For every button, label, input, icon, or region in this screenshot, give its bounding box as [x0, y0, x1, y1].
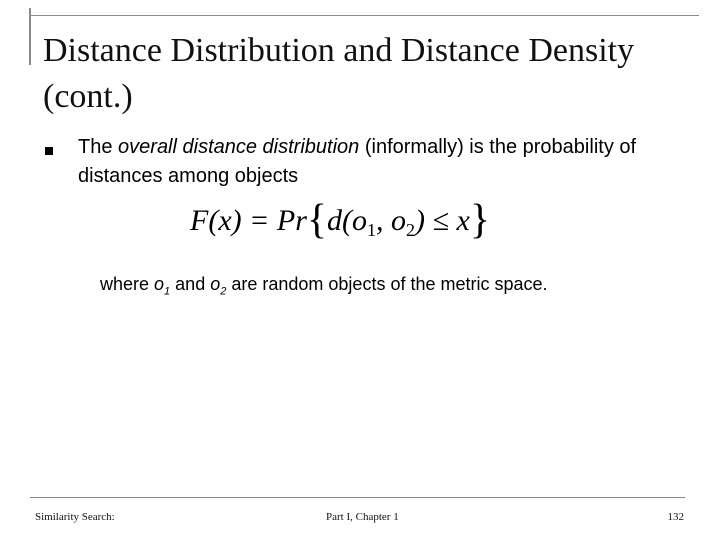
footer-chapter-text: Part I, Chapter 1	[326, 511, 399, 523]
formula-rhs: ) ≤ x	[415, 204, 470, 237]
where-o1-sub: 1	[164, 285, 171, 298]
square-bullet-icon	[45, 147, 53, 155]
where-o2-sub: 2	[220, 285, 227, 298]
where-o1: o	[154, 274, 165, 294]
where-part-1: where	[100, 274, 155, 294]
bullet-text-suffix: (informally) is the probability of distances among objects	[78, 136, 637, 187]
formula-d-open: d(o	[327, 204, 368, 237]
where-o2: o	[210, 274, 221, 294]
bullet-text	[78, 133, 678, 191]
formula-sub-2: 2	[406, 220, 416, 240]
title-top-rule	[29, 15, 699, 16]
footer-left-text: Similarity Search:	[35, 511, 115, 523]
formula-comma: , o	[376, 204, 407, 237]
bullet-text-prefix: The	[78, 136, 119, 158]
footer-page-number: 132	[667, 511, 684, 523]
bullet-text-emphasis: overall distance distribution	[118, 136, 360, 158]
where-part-2: and	[170, 274, 211, 294]
decorative-corner-vertical	[29, 8, 31, 65]
slide-title: Distance Distribution and Distance Density (cont.)	[43, 32, 635, 115]
formula-sub-1: 1	[367, 220, 377, 240]
where-part-3: are random objects of the metric space.	[226, 274, 548, 294]
footer-rule	[30, 497, 685, 498]
formula-close-brace: }	[469, 197, 490, 243]
formula-open-brace: {	[306, 197, 328, 243]
where-explanation	[100, 271, 700, 305]
formula-lhs: F(x) = Pr	[190, 204, 307, 237]
distance-distribution-formula	[190, 197, 490, 250]
